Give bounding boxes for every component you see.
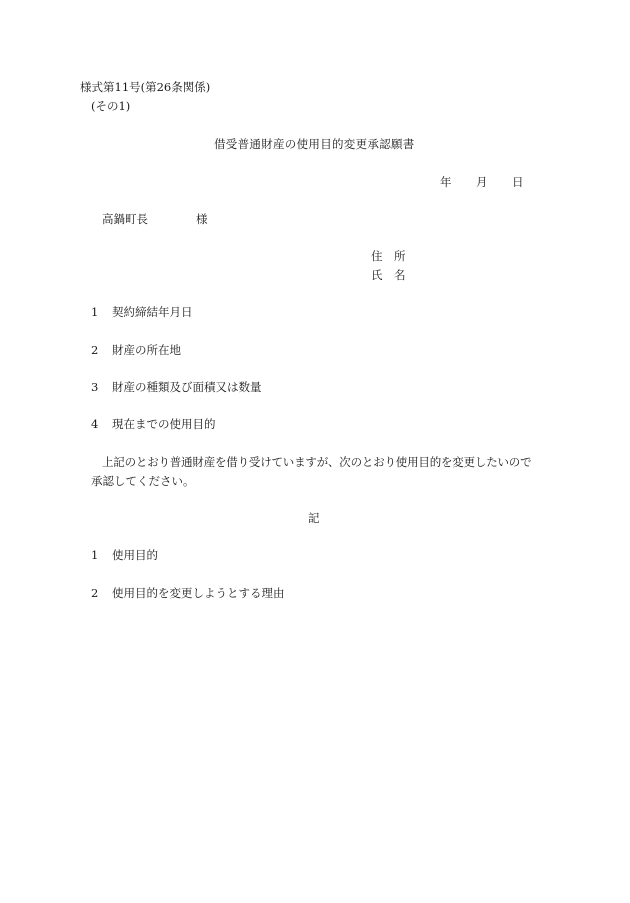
detail-1 xyxy=(91,548,158,562)
item-number: 1 xyxy=(91,305,99,319)
item-label: 現在までの使用目的 xyxy=(111,417,216,431)
date-day: 日 xyxy=(512,175,524,189)
item-number: 3 xyxy=(91,380,99,394)
detail-number: 2 xyxy=(91,586,99,600)
item-4 xyxy=(91,417,215,431)
item-1 xyxy=(91,305,192,319)
applicant-address-label: 住 所 xyxy=(371,249,406,263)
document-title: 借受普通財産の使用目的変更承認願書 xyxy=(214,137,415,151)
addressee-honorific: 様 xyxy=(196,212,208,226)
item-2 xyxy=(91,343,181,357)
date-month: 月 xyxy=(476,175,488,189)
detail-2 xyxy=(91,586,284,600)
item-label: 財産の所在地 xyxy=(111,343,181,357)
detail-number: 1 xyxy=(91,548,99,562)
item-3 xyxy=(91,380,261,394)
addressee-name: 高鍋町長 xyxy=(102,212,148,226)
detail-label: 使用目的 xyxy=(111,548,158,562)
date-year: 年 xyxy=(440,175,452,189)
applicant-name-label: 氏 名 xyxy=(371,268,406,282)
body-text-line2: 承認してください。 xyxy=(91,474,195,488)
item-label: 財産の種類及び面積又は数量 xyxy=(111,380,262,394)
detail-label: 使用目的を変更しようとする理由 xyxy=(111,586,285,600)
item-label: 契約締結年月日 xyxy=(111,305,193,319)
item-number: 2 xyxy=(91,343,99,357)
body-text-line1: 上記のとおり普通財産を借り受けていますが、次のとおり使用目的を変更したいので xyxy=(102,455,532,469)
form-part: (その1) xyxy=(91,99,131,113)
item-number: 4 xyxy=(91,417,99,431)
ki-heading: 記 xyxy=(308,511,320,525)
form-number: 様式第11号(第26条関係) xyxy=(80,80,211,94)
